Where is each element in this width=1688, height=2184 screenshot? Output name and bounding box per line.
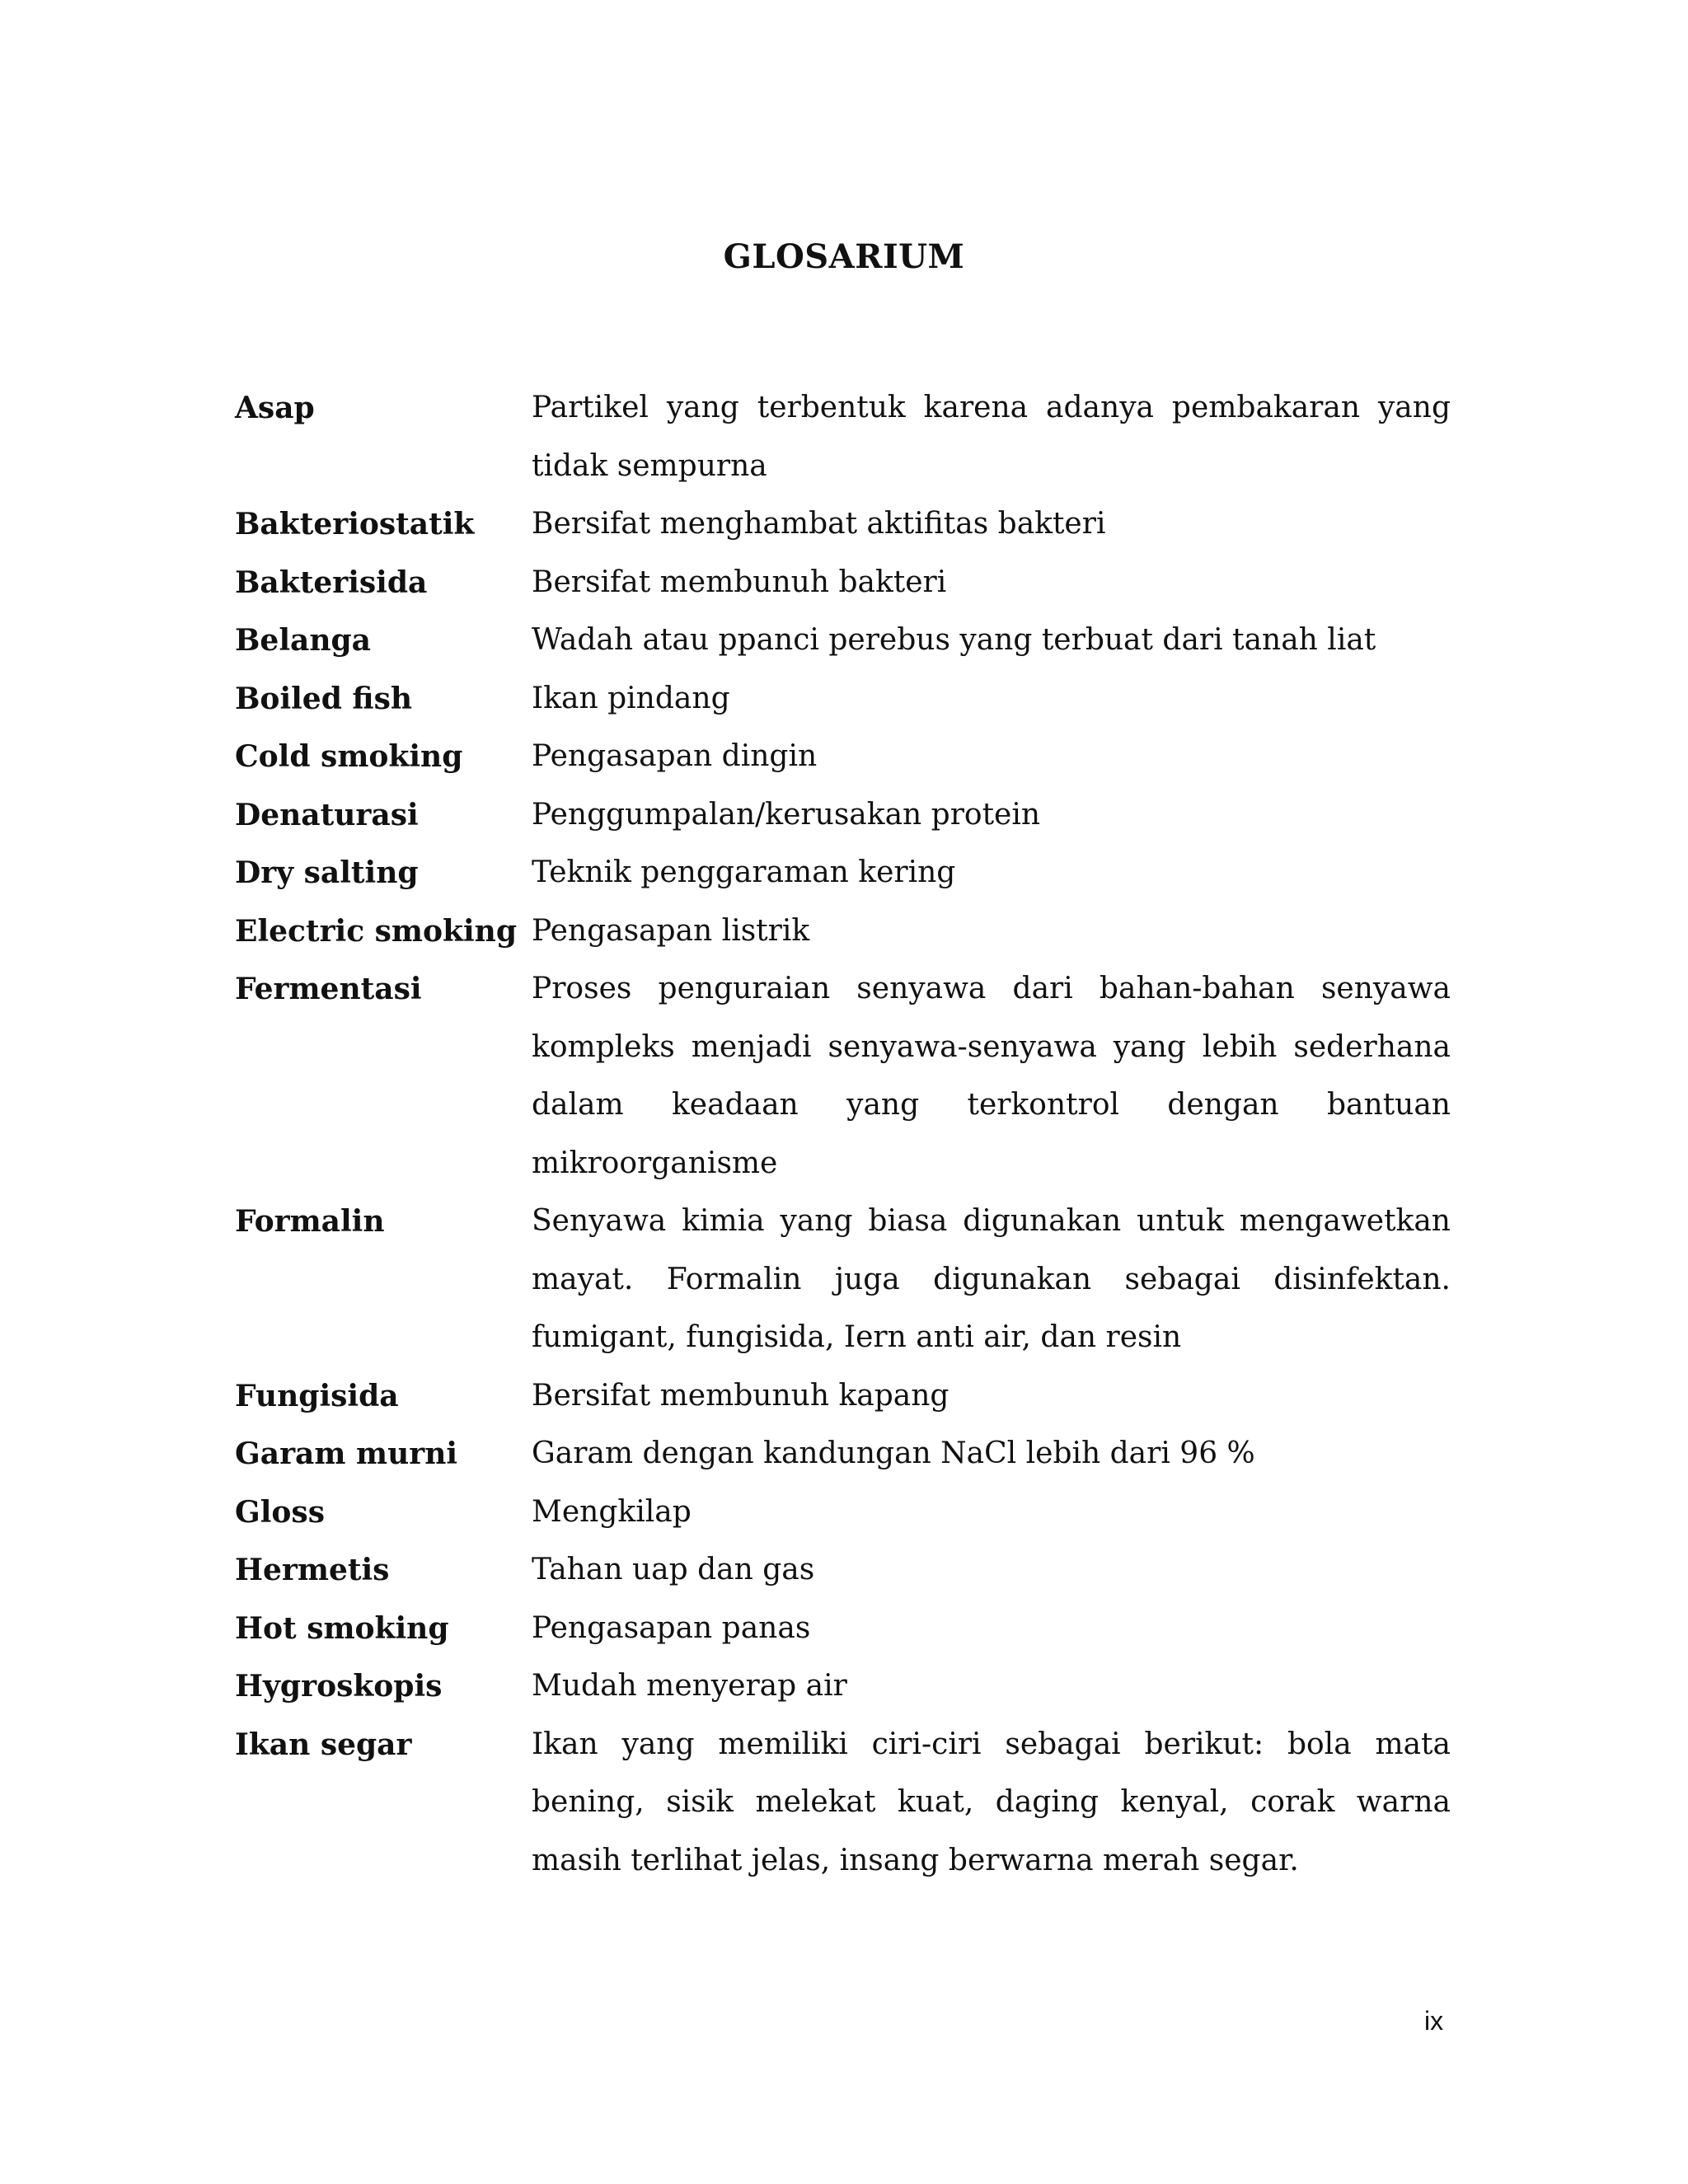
glossary-definition: Pengasapan panas <box>532 1610 811 1645</box>
glossary-entry <box>235 1600 1451 1658</box>
glossary-term: Hygroskopis <box>235 1669 443 1704</box>
glossary-term: Hermetis <box>235 1553 390 1587</box>
glossary-term: Fungisida <box>235 1378 399 1413</box>
glossary-term: Dry salting <box>235 855 419 890</box>
glossary-entry <box>235 554 1451 612</box>
page-number: ix <box>1424 2006 1444 2036</box>
glossary-definition: Ikan yang memiliki ciri-ciri sebagai berikut: bola mata bening, sisik melekat kuat, daging kenyal, corak warna masih terlihat jelas, insang berwarna merah segar. <box>532 1727 1451 1877</box>
glossary-entry <box>235 495 1451 554</box>
glossary-term: Belanga <box>235 623 372 658</box>
glossary-definition: Tahan uap dan gas <box>532 1553 815 1586</box>
glossary-entry <box>235 1193 1451 1367</box>
glossary-definition: Mengkilap <box>532 1494 692 1529</box>
glossary-definition: Penggumpalan/kerusakan protein <box>532 797 1041 832</box>
glossary-term: Hot smoking <box>235 1610 449 1646</box>
glossary-entry <box>235 786 1451 845</box>
glossary-definition: Bersifat membunuh kapang <box>532 1378 950 1413</box>
glossary-term: Asap <box>235 391 315 425</box>
page-title: GLOSARIUM <box>723 237 965 276</box>
glossary-entry <box>235 1425 1451 1483</box>
glossary-term: Gloss <box>235 1494 325 1530</box>
glossary-term: Formalin <box>235 1204 385 1239</box>
glossary-entry <box>235 902 1451 961</box>
glossary-list <box>235 379 1451 1890</box>
glossary-entry <box>235 1541 1451 1600</box>
glossary-definition: Bersifat membunuh bakteri <box>532 565 947 599</box>
glossary-entry <box>235 612 1451 670</box>
glossary-term: Boiled fish <box>235 681 413 716</box>
glossary-definition: Senyawa kimia yang biasa digunakan untuk mengawetkan mayat. Formalin juga digunakan sebagai disinfektan. fumigant, fungisida, Iern anti air, dan resin <box>532 1204 1451 1354</box>
glossary-term: Garam murni <box>235 1436 458 1471</box>
glossary-entry <box>235 379 1451 495</box>
glossary-entry <box>235 1483 1451 1542</box>
glossary-entry <box>235 1367 1451 1426</box>
glossary-term: Fermentasi <box>235 972 422 1006</box>
glossary-term: Ikan segar <box>235 1727 412 1762</box>
glossary-entry <box>235 1657 1451 1716</box>
glossary-term: Bakteriostatik <box>235 507 475 541</box>
glossary-entry <box>235 1716 1451 1891</box>
glossary-definition: Pengasapan listrik <box>532 913 810 948</box>
glossary-entry <box>235 728 1451 786</box>
glossary-entry <box>235 844 1451 902</box>
glossary-definition: Teknik penggaraman kering <box>532 855 956 889</box>
glossary-definition: Bersifat menghambat aktifitas bakteri <box>532 507 1106 541</box>
glossary-definition: Mudah menyerap air <box>532 1669 847 1703</box>
glossary-definition: Ikan pindang <box>532 681 730 715</box>
glossary-entry <box>235 960 1451 1193</box>
glossary-definition: Garam dengan kandungan NaCl lebih dari 96 % <box>532 1436 1255 1470</box>
glossary-term: Denaturasi <box>235 797 419 832</box>
glossary-entry <box>235 670 1451 729</box>
glossary-definition: Pengasapan dingin <box>532 739 818 773</box>
glossary-definition: Wadah atau ppanci perebus yang terbuat dari tanah liat <box>532 623 1376 657</box>
glossary-definition: Proses penguraian senyawa dari bahan-bahan senyawa kompleks menjadi senyawa-senyawa yang lebih sederhana dalam keadaan yang terkontrol dengan bantuan mikroorganisme <box>532 972 1451 1180</box>
glossary-term: Electric smoking <box>235 913 517 949</box>
glossary-term: Cold smoking <box>235 739 463 774</box>
glossary-definition: Partikel yang terbentuk karena adanya pembakaran yang tidak sempurna <box>532 391 1451 483</box>
glossary-term: Bakterisida <box>235 565 428 600</box>
